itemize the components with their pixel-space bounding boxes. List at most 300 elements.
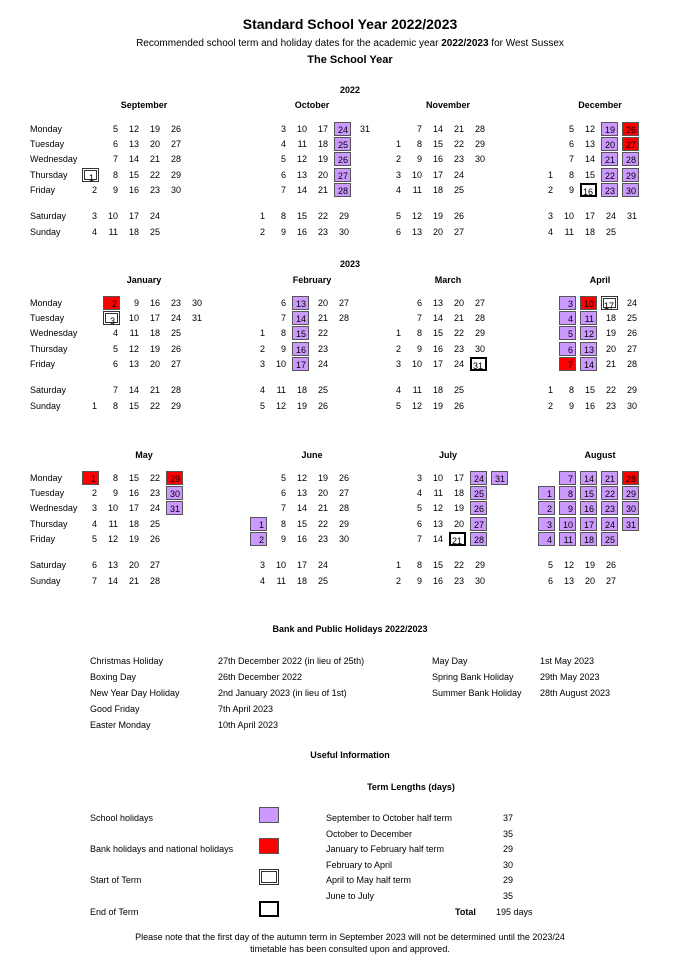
day-label-tue: Tuesday xyxy=(30,488,65,498)
term-name: April to May half term xyxy=(326,875,412,885)
day-cell-june-8: 8 xyxy=(280,519,286,529)
day-cell-october-14: 14 xyxy=(296,185,307,195)
day-cell-december-22: 22 xyxy=(601,168,618,182)
day-cell-may-20: 20 xyxy=(128,560,139,570)
day-cell-april-6: 6 xyxy=(559,342,576,356)
day-cell-november-8: 8 xyxy=(416,139,422,149)
useful-info-title: Useful Information xyxy=(310,750,390,760)
day-cell-may-27: 27 xyxy=(149,560,160,570)
term-name: June to July xyxy=(326,890,375,901)
day-cell-november-14: 14 xyxy=(432,124,443,134)
day-cell-january-15: 15 xyxy=(128,401,139,411)
day-cell-september-27: 27 xyxy=(170,139,181,149)
day-cell-december-19: 19 xyxy=(601,122,618,136)
day-cell-may-23: 23 xyxy=(149,488,160,498)
day-cell-december-9: 9 xyxy=(568,185,574,195)
day-cell-june-3: 3 xyxy=(259,560,265,570)
day-cell-june-10: 10 xyxy=(275,560,286,570)
bank-holidays-title: Bank and Public Holidays 2022/2023 xyxy=(272,624,428,634)
day-cell-july-7: 7 xyxy=(416,534,422,544)
month-title-april: April xyxy=(589,275,611,285)
day-cell-november-4: 4 xyxy=(395,185,401,195)
day-cell-may-10: 10 xyxy=(107,503,118,513)
day-cell-february-10: 10 xyxy=(275,359,286,369)
day-cell-july-5: 5 xyxy=(416,503,422,513)
day-cell-april-17: 17 xyxy=(601,296,618,310)
day-cell-july-1: 1 xyxy=(395,560,401,570)
day-cell-november-22: 22 xyxy=(453,139,464,149)
day-cell-november-15: 15 xyxy=(432,139,443,149)
day-cell-june-4: 4 xyxy=(259,576,265,586)
day-cell-september-2: 2 xyxy=(91,185,97,195)
day-cell-may-1: 1 xyxy=(82,471,99,485)
day-cell-august-19: 19 xyxy=(584,560,595,570)
day-cell-july-24: 24 xyxy=(470,471,487,485)
term-name: February to April xyxy=(326,859,393,870)
day-cell-july-22: 22 xyxy=(453,560,464,570)
day-cell-august-10: 10 xyxy=(559,517,576,531)
day-cell-july-31: 31 xyxy=(491,471,508,485)
subtitle-text: Recommended school term and holiday dates for the academic year xyxy=(136,38,442,49)
day-cell-january-6: 6 xyxy=(112,359,118,369)
day-cell-september-23: 23 xyxy=(149,185,160,195)
day-cell-march-16: 16 xyxy=(432,344,443,354)
bank-holiday-name: Easter Monday xyxy=(90,720,151,730)
day-cell-march-2: 2 xyxy=(395,344,401,354)
day-cell-august-6: 6 xyxy=(547,576,553,586)
day-cell-march-12: 12 xyxy=(411,401,422,411)
year-label-2023: 2023 xyxy=(339,259,361,269)
day-cell-september-30: 30 xyxy=(170,185,181,195)
day-cell-november-1: 1 xyxy=(395,139,401,149)
day-cell-march-11: 11 xyxy=(412,385,422,395)
day-label-sat: Saturday xyxy=(30,560,67,570)
day-cell-october-6: 6 xyxy=(280,170,286,180)
legend-swatch-start xyxy=(259,869,279,885)
day-cell-october-12: 12 xyxy=(296,154,307,164)
day-cell-january-20: 20 xyxy=(149,359,160,369)
day-cell-february-16: 16 xyxy=(292,342,309,356)
day-cell-june-28: 28 xyxy=(338,503,349,513)
day-cell-december-21: 21 xyxy=(601,152,618,166)
day-cell-july-29: 29 xyxy=(474,560,485,570)
day-cell-december-7: 7 xyxy=(568,154,574,164)
day-cell-december-14: 14 xyxy=(584,154,595,164)
day-cell-march-4: 4 xyxy=(395,385,401,395)
term-days: 35 xyxy=(503,890,514,901)
day-cell-march-1: 1 xyxy=(395,328,401,338)
day-label-sat: Saturday xyxy=(30,385,67,395)
day-cell-august-30: 30 xyxy=(622,501,639,515)
day-cell-august-31: 31 xyxy=(622,517,639,531)
day-cell-november-10: 10 xyxy=(411,170,422,180)
day-cell-october-25: 25 xyxy=(334,137,351,151)
day-cell-december-24: 24 xyxy=(605,211,616,221)
day-cell-may-4: 4 xyxy=(91,519,97,529)
day-cell-july-28: 28 xyxy=(470,532,487,546)
day-cell-october-4: 4 xyxy=(280,139,286,149)
day-cell-november-17: 17 xyxy=(432,170,443,180)
day-cell-january-5: 5 xyxy=(112,344,118,354)
day-cell-april-9: 9 xyxy=(568,401,574,411)
day-cell-november-21: 21 xyxy=(453,124,464,134)
day-cell-july-8: 8 xyxy=(416,560,422,570)
day-cell-june-12: 12 xyxy=(296,473,307,483)
day-cell-february-6: 6 xyxy=(280,298,286,308)
day-cell-june-20: 20 xyxy=(317,488,328,498)
day-cell-june-22: 22 xyxy=(317,519,328,529)
day-cell-april-2: 2 xyxy=(547,401,553,411)
day-cell-october-7: 7 xyxy=(280,185,286,195)
day-cell-march-24: 24 xyxy=(453,359,464,369)
day-cell-december-15: 15 xyxy=(584,170,595,180)
day-cell-june-13: 13 xyxy=(296,488,307,498)
day-label-wed: Wednesday xyxy=(30,154,78,164)
day-cell-june-6: 6 xyxy=(280,488,286,498)
day-cell-june-25: 25 xyxy=(317,576,328,586)
day-cell-march-6: 6 xyxy=(416,298,422,308)
day-cell-january-13: 13 xyxy=(128,359,139,369)
day-cell-june-23: 23 xyxy=(317,534,328,544)
day-cell-april-20: 20 xyxy=(605,344,616,354)
day-cell-july-4: 4 xyxy=(416,488,422,498)
day-cell-june-24: 24 xyxy=(317,560,328,570)
day-cell-february-17: 17 xyxy=(292,357,309,371)
day-cell-november-7: 7 xyxy=(416,124,422,134)
day-cell-february-20: 20 xyxy=(317,298,328,308)
day-cell-april-21: 21 xyxy=(605,359,616,369)
day-cell-july-30: 30 xyxy=(474,576,485,586)
day-cell-august-7: 7 xyxy=(559,471,576,485)
day-cell-october-13: 13 xyxy=(296,170,307,180)
day-cell-june-17: 17 xyxy=(296,560,307,570)
day-cell-january-11: 11 xyxy=(129,328,139,338)
day-cell-november-3: 3 xyxy=(395,170,401,180)
day-cell-october-22: 22 xyxy=(317,211,328,221)
day-cell-january-29: 29 xyxy=(170,401,181,411)
day-cell-may-18: 18 xyxy=(128,519,139,529)
bank-holiday-date: 10th April 2023 xyxy=(218,720,279,730)
day-cell-june-7: 7 xyxy=(280,503,286,513)
day-cell-january-17: 17 xyxy=(149,313,160,323)
day-cell-october-19: 19 xyxy=(317,154,328,164)
day-cell-may-8: 8 xyxy=(112,473,118,483)
day-cell-april-16: 16 xyxy=(584,401,595,411)
day-cell-december-25: 25 xyxy=(605,227,616,237)
day-cell-august-12: 12 xyxy=(563,560,574,570)
bank-holiday-name: New Year Day Holiday xyxy=(90,688,180,698)
bank-holiday-date: 2nd January 2023 (in lieu of 1st) xyxy=(218,688,347,698)
day-cell-april-11: 11 xyxy=(580,311,597,325)
day-cell-december-27: 27 xyxy=(622,137,639,151)
day-cell-february-21: 21 xyxy=(317,313,328,323)
day-cell-july-3: 3 xyxy=(416,473,422,483)
day-cell-june-14: 14 xyxy=(296,503,307,513)
day-cell-january-18: 18 xyxy=(149,328,160,338)
day-cell-november-20: 20 xyxy=(432,227,443,237)
day-cell-september-29: 29 xyxy=(170,170,181,180)
bank-holiday-date: 26th December 2022 xyxy=(218,672,303,682)
day-cell-august-16: 16 xyxy=(580,501,597,515)
day-cell-march-21: 21 xyxy=(453,313,464,323)
day-cell-april-7: 7 xyxy=(559,357,576,371)
term-days: 37 xyxy=(503,813,514,823)
legend-swatch-end xyxy=(259,901,279,917)
day-cell-september-28: 28 xyxy=(170,154,181,164)
day-cell-july-16: 16 xyxy=(432,576,443,586)
day-cell-october-8: 8 xyxy=(280,211,286,221)
day-cell-october-18: 18 xyxy=(317,139,328,149)
day-cell-march-3: 3 xyxy=(395,359,401,369)
day-cell-august-3: 3 xyxy=(538,517,555,531)
day-cell-june-15: 15 xyxy=(296,519,307,529)
day-cell-april-18: 18 xyxy=(605,313,616,323)
day-cell-august-5: 5 xyxy=(547,560,553,570)
day-cell-january-25: 25 xyxy=(170,328,181,338)
day-cell-december-8: 8 xyxy=(568,170,574,180)
day-cell-march-14: 14 xyxy=(432,313,443,323)
day-cell-june-16: 16 xyxy=(296,534,307,544)
day-cell-august-22: 22 xyxy=(601,486,618,500)
day-cell-may-30: 30 xyxy=(166,486,183,500)
day-cell-december-10: 10 xyxy=(563,211,574,221)
day-cell-october-20: 20 xyxy=(317,170,328,180)
day-cell-october-30: 30 xyxy=(338,227,349,237)
day-cell-april-29: 29 xyxy=(626,385,637,395)
day-cell-january-24: 24 xyxy=(170,313,181,323)
day-cell-august-20: 20 xyxy=(584,576,595,586)
day-cell-may-28: 28 xyxy=(149,576,160,586)
day-cell-september-7: 7 xyxy=(112,154,118,164)
day-label-fri: Friday xyxy=(30,185,56,195)
day-cell-november-23: 23 xyxy=(453,154,464,164)
footnote-line-2: timetable has been consulted upon and approved. xyxy=(250,944,450,954)
day-cell-april-3: 3 xyxy=(559,296,576,310)
day-cell-november-16: 16 xyxy=(432,154,443,164)
day-cell-july-14: 14 xyxy=(432,534,443,544)
day-cell-october-28: 28 xyxy=(334,183,351,197)
day-cell-march-18: 18 xyxy=(432,385,443,395)
day-cell-september-19: 19 xyxy=(149,124,160,134)
month-title-may: May xyxy=(135,450,153,460)
day-cell-july-19: 19 xyxy=(453,503,464,513)
day-cell-february-3: 3 xyxy=(259,359,265,369)
day-cell-august-9: 9 xyxy=(559,501,576,515)
day-label-sat: Saturday xyxy=(30,211,67,221)
month-title-february: February xyxy=(292,275,332,285)
day-cell-december-30: 30 xyxy=(622,183,639,197)
day-cell-january-4: 4 xyxy=(112,328,118,338)
day-cell-may-15: 15 xyxy=(128,473,139,483)
day-cell-may-16: 16 xyxy=(128,488,139,498)
month-title-november: November xyxy=(425,100,470,110)
day-cell-november-25: 25 xyxy=(453,185,464,195)
day-cell-november-13: 13 xyxy=(411,227,422,237)
day-cell-october-21: 21 xyxy=(317,185,328,195)
day-cell-july-25: 25 xyxy=(470,486,487,500)
day-cell-december-17: 17 xyxy=(584,211,595,221)
day-cell-march-20: 20 xyxy=(453,298,464,308)
day-cell-september-25: 25 xyxy=(149,227,160,237)
day-cell-august-26: 26 xyxy=(605,560,616,570)
day-cell-november-29: 29 xyxy=(474,139,485,149)
day-cell-january-7: 7 xyxy=(112,385,118,395)
day-cell-october-11: 11 xyxy=(297,139,307,149)
term-name: October to December xyxy=(326,828,413,839)
day-cell-december-31: 31 xyxy=(626,211,637,221)
day-cell-may-14: 14 xyxy=(107,576,118,586)
day-cell-february-8: 8 xyxy=(280,328,286,338)
day-cell-february-24: 24 xyxy=(317,359,328,369)
day-cell-july-2: 2 xyxy=(395,576,401,586)
day-cell-january-30: 30 xyxy=(191,298,202,308)
day-cell-october-1: 1 xyxy=(259,211,265,221)
day-cell-october-10: 10 xyxy=(296,124,307,134)
day-cell-december-26: 26 xyxy=(622,122,639,136)
legend-swatch-hol xyxy=(259,807,279,823)
bank-holiday-date: 1st May 2023 xyxy=(540,656,595,666)
day-cell-january-14: 14 xyxy=(128,385,139,395)
day-cell-may-13: 13 xyxy=(107,560,118,570)
day-cell-april-28: 28 xyxy=(626,359,637,369)
bank-holiday-name: Christmas Holiday xyxy=(90,656,164,666)
month-title-july: July xyxy=(438,450,457,460)
day-cell-december-11: 11 xyxy=(564,227,574,237)
day-cell-may-6: 6 xyxy=(91,560,97,570)
day-cell-february-11: 11 xyxy=(276,385,286,395)
bank-holiday-date: 27th December 2022 (in lieu of 25th) xyxy=(218,656,365,666)
day-cell-march-8: 8 xyxy=(416,328,422,338)
day-cell-october-31: 31 xyxy=(359,124,370,134)
bank-holiday-date: 7th April 2023 xyxy=(218,704,274,714)
day-cell-august-8: 8 xyxy=(559,486,576,500)
day-cell-april-4: 4 xyxy=(559,311,576,325)
day-cell-march-27: 27 xyxy=(474,298,485,308)
day-cell-july-10: 10 xyxy=(432,473,443,483)
day-cell-january-23: 23 xyxy=(170,298,181,308)
month-title-september: September xyxy=(120,100,168,110)
day-cell-december-2: 2 xyxy=(547,185,553,195)
day-cell-june-26: 26 xyxy=(338,473,349,483)
day-cell-april-13: 13 xyxy=(580,342,597,356)
term-name: January to February half term xyxy=(326,844,445,854)
day-cell-january-10: 10 xyxy=(128,313,139,323)
footnote-line-1: Please note that the first day of the autumn term in September 2023 will not be determined until the 2023/24 xyxy=(135,932,565,942)
day-cell-february-27: 27 xyxy=(338,298,349,308)
bank-holiday-name: Boxing Day xyxy=(90,672,137,682)
day-cell-september-18: 18 xyxy=(128,227,139,237)
day-cell-august-17: 17 xyxy=(580,517,597,531)
day-cell-december-29: 29 xyxy=(622,168,639,182)
day-cell-june-2: 2 xyxy=(250,532,267,546)
day-cell-june-5: 5 xyxy=(280,473,286,483)
day-cell-august-28: 28 xyxy=(622,471,639,485)
day-cell-february-1: 1 xyxy=(259,328,265,338)
day-cell-september-6: 6 xyxy=(112,139,118,149)
day-cell-november-24: 24 xyxy=(453,170,464,180)
day-cell-may-22: 22 xyxy=(149,473,160,483)
day-cell-january-3: 3 xyxy=(103,311,120,325)
month-title-january: January xyxy=(126,275,162,285)
day-cell-november-6: 6 xyxy=(395,227,401,237)
day-cell-may-9: 9 xyxy=(112,488,118,498)
day-cell-march-23: 23 xyxy=(453,344,464,354)
bank-holiday-name: Good Friday xyxy=(90,704,140,714)
day-cell-august-21: 21 xyxy=(601,471,618,485)
year-label-2022: 2022 xyxy=(339,85,361,95)
day-cell-april-19: 19 xyxy=(605,328,616,338)
day-cell-may-26: 26 xyxy=(149,534,160,544)
day-cell-september-14: 14 xyxy=(128,154,139,164)
day-cell-june-27: 27 xyxy=(338,488,349,498)
day-cell-august-23: 23 xyxy=(601,501,618,515)
day-cell-august-13: 13 xyxy=(563,576,574,586)
day-label-tue: Tuesday xyxy=(30,139,65,149)
day-cell-september-20: 20 xyxy=(149,139,160,149)
day-cell-april-10: 10 xyxy=(580,296,597,310)
day-label-wed: Wednesday xyxy=(30,328,78,338)
day-cell-september-26: 26 xyxy=(170,124,181,134)
day-cell-august-24: 24 xyxy=(601,517,618,531)
day-cell-june-9: 9 xyxy=(280,534,286,544)
day-cell-august-27: 27 xyxy=(605,576,616,586)
term-days: 29 xyxy=(503,844,514,854)
day-cell-october-3: 3 xyxy=(280,124,286,134)
day-cell-november-26: 26 xyxy=(453,211,464,221)
page-subtitle xyxy=(0,38,700,49)
legend-label: School holidays xyxy=(90,813,154,823)
day-cell-february-13: 13 xyxy=(292,296,309,310)
day-cell-december-6: 6 xyxy=(568,139,574,149)
day-cell-april-24: 24 xyxy=(626,298,637,308)
day-cell-may-5: 5 xyxy=(91,534,97,544)
day-cell-july-18: 18 xyxy=(453,488,464,498)
day-cell-march-9: 9 xyxy=(416,344,422,354)
legend-label: End of Term xyxy=(90,907,139,917)
day-cell-january-8: 8 xyxy=(112,401,118,411)
day-cell-june-11: 11 xyxy=(276,576,286,586)
day-label-mon: Monday xyxy=(30,298,63,308)
day-cell-march-26: 26 xyxy=(453,401,464,411)
day-cell-march-28: 28 xyxy=(474,313,485,323)
legend-label: Start of Term xyxy=(90,875,142,885)
day-cell-february-23: 23 xyxy=(317,344,328,354)
day-cell-february-9: 9 xyxy=(280,344,286,354)
page-title: Standard School Year 2022/2023 xyxy=(242,16,458,32)
day-cell-october-15: 15 xyxy=(296,211,307,221)
day-cell-april-5: 5 xyxy=(559,326,576,340)
day-cell-june-30: 30 xyxy=(338,534,349,544)
day-cell-may-11: 11 xyxy=(108,519,118,529)
term-days: 29 xyxy=(503,875,514,885)
day-label-tue: Tuesday xyxy=(30,313,65,323)
day-cell-december-28: 28 xyxy=(622,152,639,166)
day-cell-may-19: 19 xyxy=(128,534,139,544)
day-cell-january-22: 22 xyxy=(149,401,160,411)
day-cell-august-2: 2 xyxy=(538,501,555,515)
day-cell-july-21: 21 xyxy=(449,532,466,546)
day-cell-january-12: 12 xyxy=(128,344,139,354)
day-cell-november-28: 28 xyxy=(474,124,485,134)
section-title: The School Year xyxy=(307,54,393,66)
day-cell-november-18: 18 xyxy=(432,185,443,195)
day-cell-july-11: 11 xyxy=(433,488,443,498)
day-cell-march-7: 7 xyxy=(416,313,422,323)
day-cell-april-12: 12 xyxy=(580,326,597,340)
day-cell-april-25: 25 xyxy=(626,313,637,323)
day-cell-november-9: 9 xyxy=(416,154,422,164)
day-cell-may-25: 25 xyxy=(149,519,160,529)
